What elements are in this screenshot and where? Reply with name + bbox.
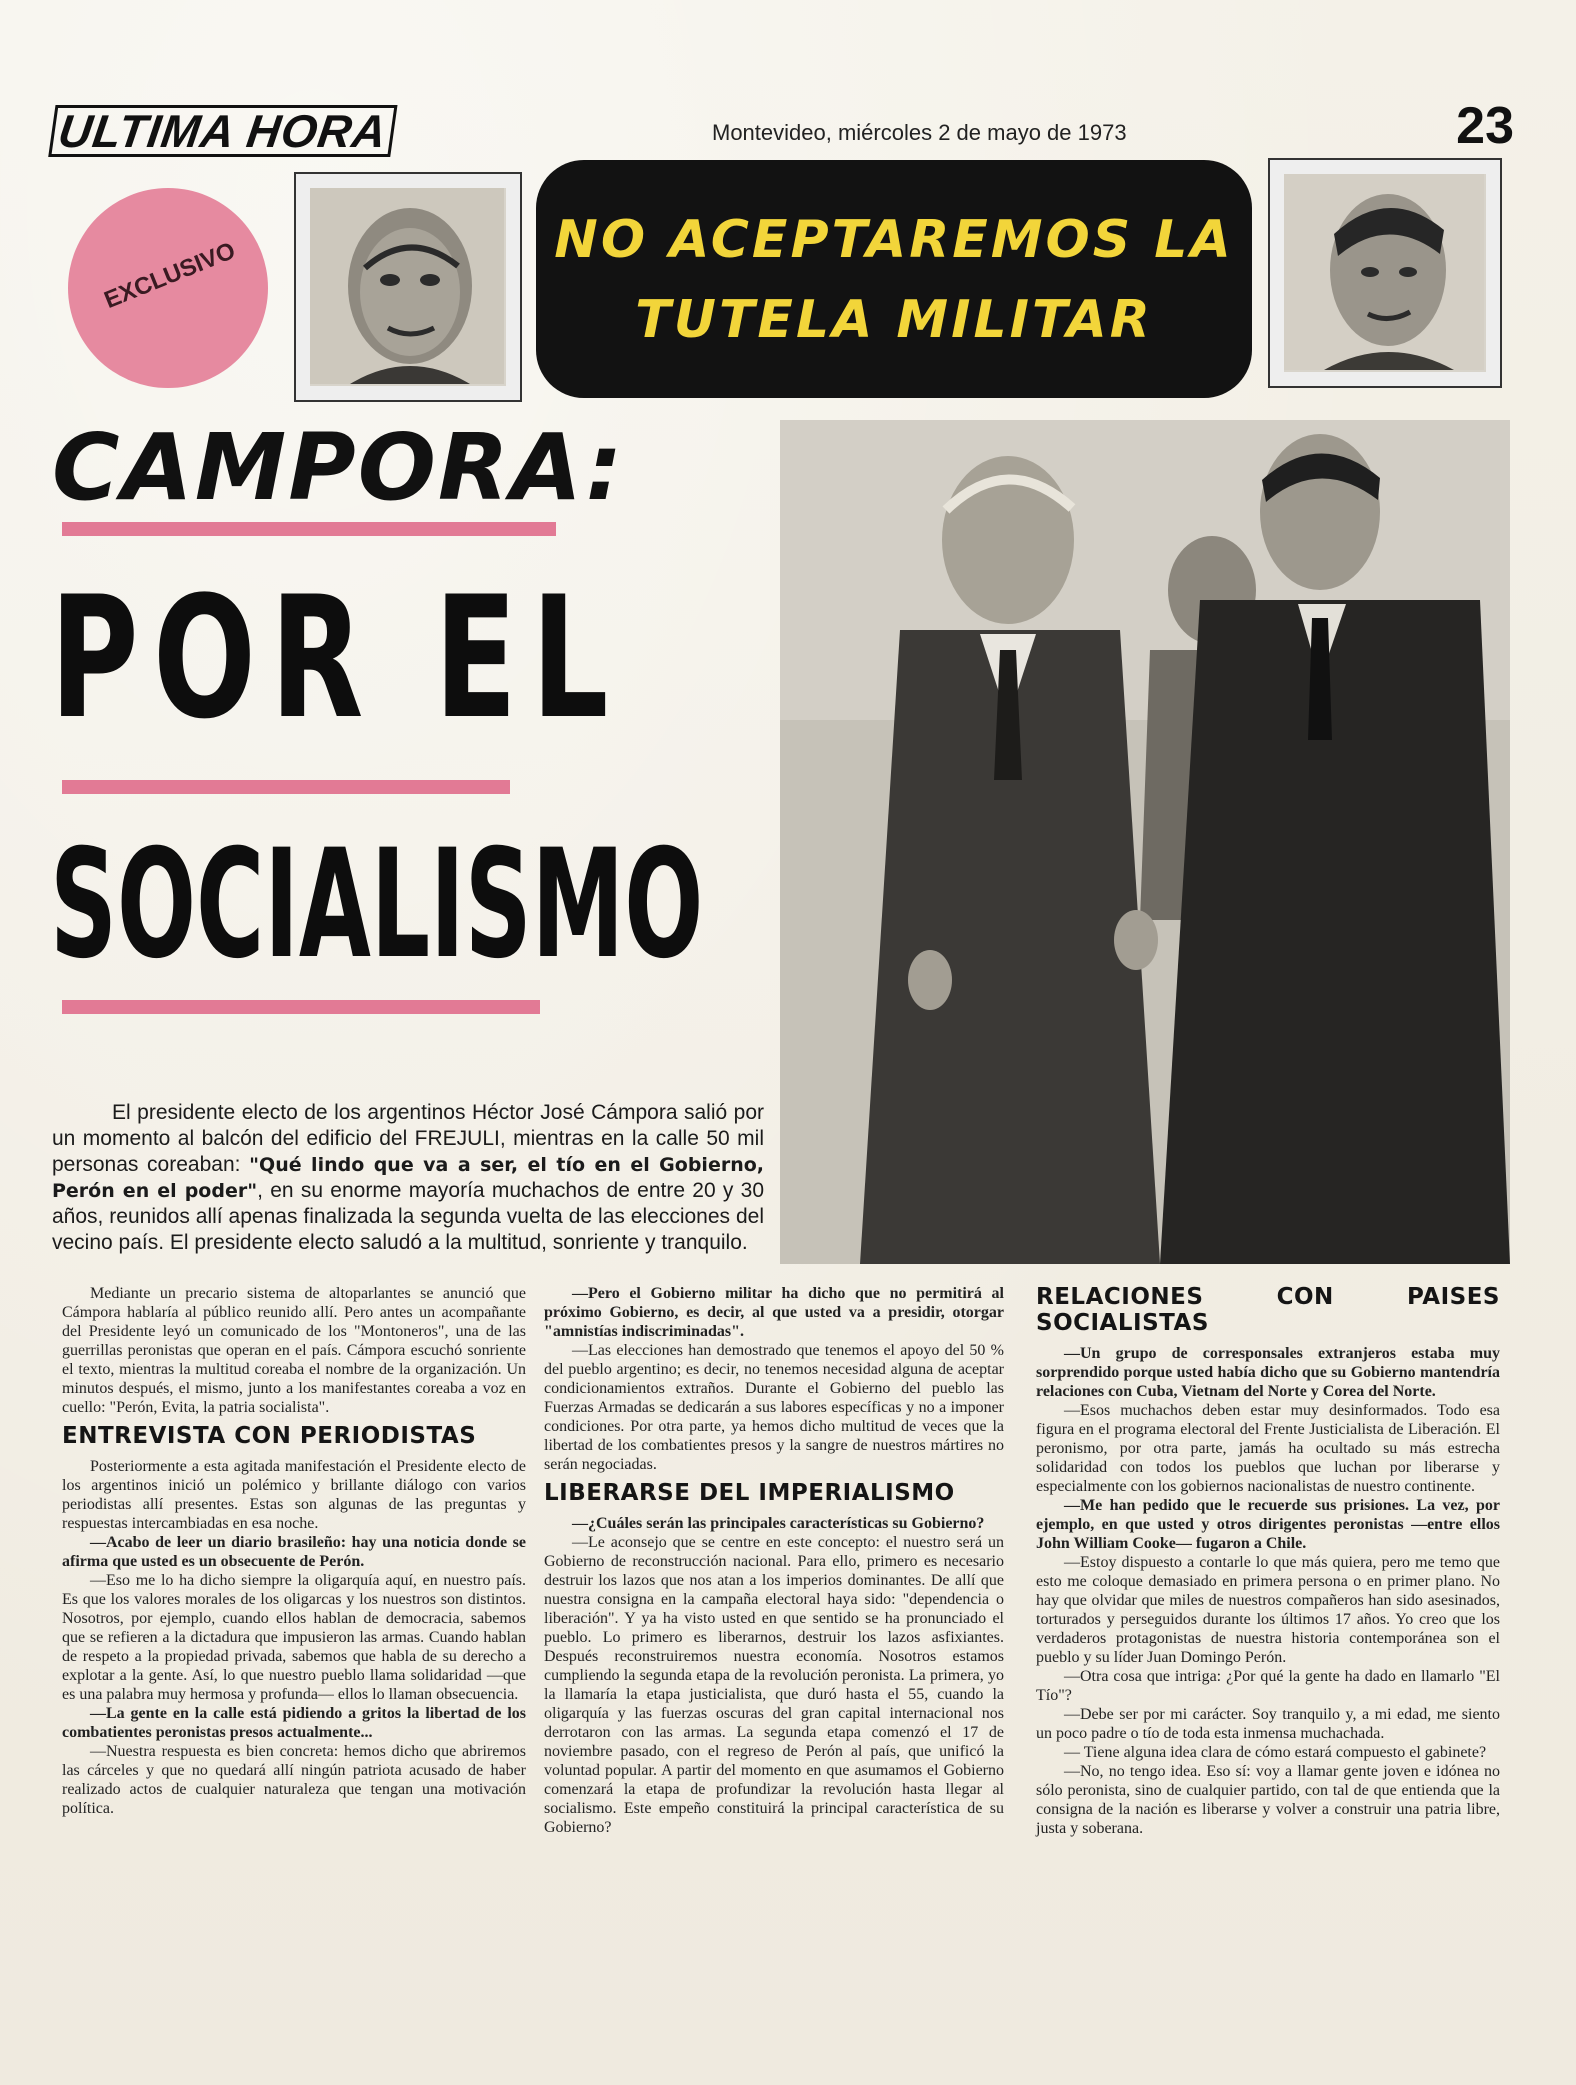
page-number: 23 bbox=[1456, 97, 1514, 155]
main-photo-image bbox=[780, 420, 1510, 1264]
paragraph: —Las elecciones han demostrado que tenemos el apoyo del 50 % del pueblo argentino; es decir, no tenemos necesidad alguna de aceptar condicionamientos extraños. Durante el Gobierno del pueblo las Fuerzas Armadas se dedicarán a sus labores específicas y no a imponer condiciones. Por otra parte, ya hemos dicho multitud de veces que la libertad de los combatientes presos y la sangre de nuestros mártires no serán negociadas. bbox=[544, 1342, 1004, 1473]
question: —¿Cuáles serán las principales características su Gobierno? bbox=[572, 1515, 985, 1532]
paragraph: —Estoy dispuesto a contarle lo que más quiera, pero me temo que esto me coloque demasiado en primera persona o en primer plano. No hay que olvidar que miles de nuestros compañeros han sido asesinados, torturados y perseguidos durante los últimos 17 años. Yo creo que los verdaderos protagonistas de nuestra historia contemporánea son el pueblo y su líder Juan Domingo Perón. bbox=[1036, 1554, 1500, 1666]
question: —Acabo de leer un diario brasileño: hay una noticia donde se afirma que usted es un obsecuente de Perón. bbox=[62, 1534, 526, 1570]
headline-box-line-2: TUTELA MILITAR bbox=[635, 290, 1153, 350]
portrait-right bbox=[1268, 158, 1502, 388]
headline-kicker: CAMPORA: bbox=[52, 414, 625, 521]
headline-box bbox=[536, 160, 1252, 398]
headline-line-2: SOCIALISMO bbox=[50, 818, 704, 992]
lead-paragraph bbox=[52, 1100, 764, 1256]
portrait-left bbox=[294, 172, 522, 402]
main-photo bbox=[780, 420, 1510, 1264]
subhead: RELACIONES CON PAISES SOCIALISTAS bbox=[1036, 1284, 1500, 1336]
portrait-right-image bbox=[1284, 174, 1484, 370]
article-column-1 bbox=[62, 1284, 526, 1818]
masthead-logo: ULTIMA HORA bbox=[48, 104, 455, 156]
article-column-3 bbox=[1036, 1284, 1500, 1838]
portrait-left-image bbox=[310, 188, 504, 384]
paragraph: Mediante un precario sistema de altoparlantes se anunció que Cámpora hablaría al público reunido allí. Pero antes un acompañante del Presidente leyó un comunicado de los "Montoneros", una de las guerrillas peronistas que operan en el país. Cámpora escuchó sonriente el texto, mientras la multitud coreaba el nombre de la organización. Un minutos después, el mismo, junto a los manifestantes coreaba a voz en cuello: "Perón, Evita, la patria socialista". bbox=[62, 1285, 526, 1416]
headline-line-1: POR EL bbox=[50, 560, 623, 756]
paragraph: —Nuestra respuesta es bien concreta: hemos dicho que abriremos las cárceles y que no quedará allí ningún patriota acusado de haber realizado actos de cualquier naturaleza que tengan una motivación política. bbox=[62, 1743, 526, 1817]
question: —Un grupo de corresponsales extranjeros estaba muy sorprendido porque usted había dicho que su Gobierno mantendría relaciones con Cuba, Vietnam del Norte y Corea del Norte. bbox=[1036, 1345, 1500, 1400]
headline-box-line-1: NO ACEPTAREMOS LA bbox=[554, 210, 1234, 270]
paragraph: —Otra cosa que intriga: ¿Por qué la gente ha dado en llamarlo "El Tío"? bbox=[1036, 1668, 1500, 1704]
pink-rule bbox=[62, 1000, 540, 1014]
question: —Pero el Gobierno militar ha dicho que no permitirá al próximo Gobierno, es decir, al que usted va a presidir, otorgar "amnistías indiscriminadas". bbox=[544, 1285, 1004, 1340]
subhead: ENTREVISTA CON PERIODISTAS bbox=[62, 1423, 477, 1449]
question: —La gente en la calle está pidiendo a gritos la libertad de los combatientes peronistas presos actualmente... bbox=[62, 1705, 526, 1741]
question: —Me han pedido que le recuerde sus prisiones. La vez, por ejemplo, en que usted y otros dirigentes peronistas —entre ellos John William Cooke— fugaron a Chile. bbox=[1036, 1497, 1500, 1552]
paragraph: —No, no tengo idea. Eso sí: voy a llamar gente joven e idónea no sólo peronista, sino de cualquier partido, con tal de que entienda que la consigna de la nación es liberarse y volver a construir una patria libre, justa y soberana. bbox=[1036, 1763, 1500, 1837]
lead-text-2: , en su enorme mayoría muchachos de entre 20 y 30 años, reunidos allí apenas finalizada la segunda vuelta de las elecciones del vecino país. El presidente electo saludó a la multitud, sonriente y tranquilo. bbox=[52, 1179, 765, 1254]
paragraph: — Tiene alguna idea clara de cómo estará compuesto el gabinete? bbox=[1064, 1744, 1487, 1761]
exclusive-badge-label: EXCLUSIVO bbox=[100, 237, 240, 315]
article-column-2 bbox=[544, 1284, 1004, 1837]
pink-rule bbox=[62, 522, 556, 536]
paragraph: —Eso me lo ha dicho siempre la oligarquía aquí, en nuestro país. Es que los valores morales de los oligarcas y los nuestros son distintos. Nosotros, por ejemplo, cuando ellos hablan de democracia, sabemos que se refieren a la dictadura que impusieron las armas. Cuando hablan de respeto a la propiedad privada, sabemos que habla de su derecho a explotar a la gente. Así, lo que nuestro pueblo llama solidaridad —que es una palabra muy hermosa y profunda— ellos lo llaman obsecuencia. bbox=[62, 1572, 526, 1703]
paragraph: —Esos muchachos deben estar muy desinformados. Todo esa figura en el programa electoral del Frente Justicialista de Liberación. El peronismo, por otra parte, jamás ha ocultado su más estrecha solidaridad con todos los pueblos que luchan por liberarse y especialmente con los gobiernos nacionalistas de nuestro continente. bbox=[1036, 1402, 1500, 1495]
paragraph: —Debe ser por mi carácter. Soy tranquilo y, a mi edad, me siento un poco padre o tío de toda esta inmensa muchachada. bbox=[1036, 1706, 1500, 1742]
dateline: Montevideo, miércoles 2 de mayo de 1973 bbox=[712, 120, 1127, 145]
paragraph: —Le aconsejo que se centre en este concepto: el nuestro será un Gobierno de reconstrucción nacional. Para ello, primero es necesario destruir los lazos que nos atan a los imperios dominantes. De allí que nuestra consigna en la campaña electoral haya sido: "dependencia o liberación". Y ya ha visto usted en que sentido se ha pronunciado el pueblo. Lo primero es liberarnos, destruir los lazos asfixiantes. Después reconstruiremos nuestra economía. Nosotros estamos cumpliendo la segunda etapa de la revolución peronista. La primera, yo la llamaría la etapa justicialista, que duró hasta el 55, cuando la oligarquía y las fuerzas oscuras del gran capital internacional nos derrotaron con las armas. La segunda etapa comenzó el 17 de noviembre pasado, con el regreso de Perón al país, que unificó la voluntad popular. A partir del momento en que asumamos el Gobierno comenzará la etapa de profundizar la revolución hasta llegar al socialismo. Este empeño constituirá la principal característica de su Gobierno? bbox=[544, 1534, 1004, 1836]
paragraph: Posteriormente a esta agitada manifestación el Presidente electo de los argentinos inició un polémico y brillante diálogo con varios periodistas allí presentes. Estas son algunas de las preguntas y respuestas intercambiadas en esa noche. bbox=[62, 1458, 526, 1532]
subhead: LIBERARSE DEL IMPERIALISMO bbox=[544, 1480, 955, 1506]
lead-quote: "Qué lindo que va a ser, el tío en el Gobierno, Perón en el poder" bbox=[52, 1154, 764, 1202]
lead-text-1: El presidente electo de los argentinos Héctor José Cámpora salió por un momento al balcón del edificio del FREJULI, mientras en la calle 50 mil personas coreaban: bbox=[52, 1101, 764, 1176]
pink-rule bbox=[62, 780, 510, 794]
